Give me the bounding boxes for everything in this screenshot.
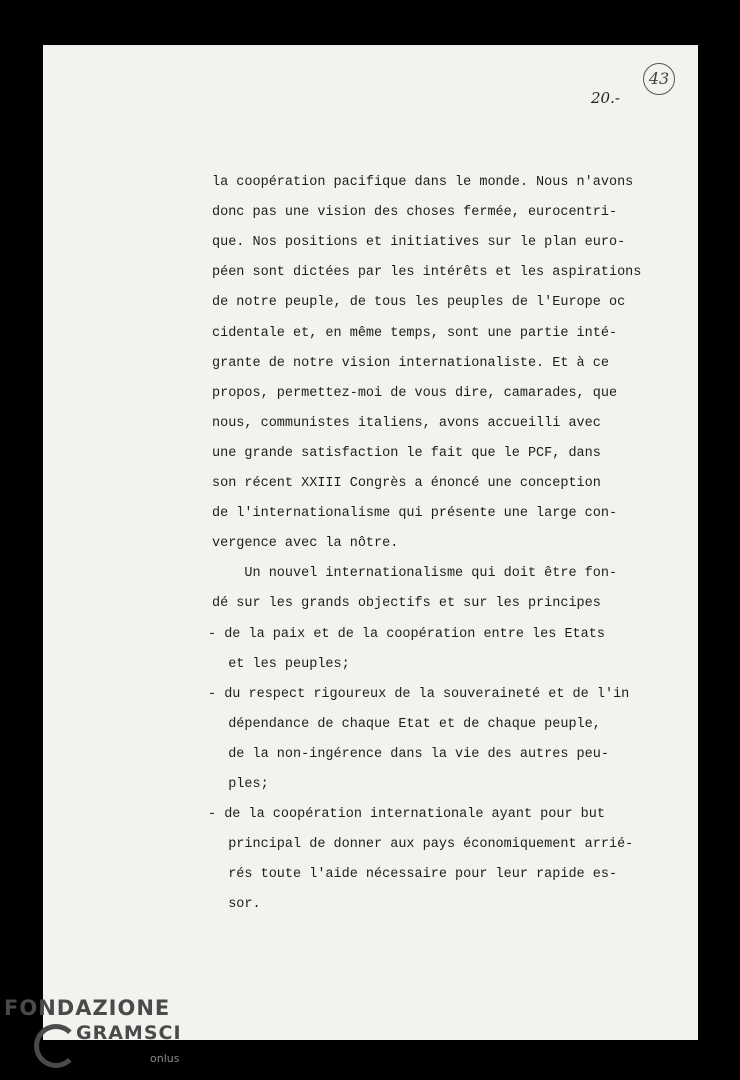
folio-number-circled: 43 xyxy=(643,63,675,95)
text-line: de la non-ingérence dans la vie des autres peu- xyxy=(212,746,609,762)
logo-text-gramsci: GRAMSCI xyxy=(76,1022,182,1044)
text-line: nous, communistes italiens, avons accueilli avec xyxy=(212,415,601,431)
logo-g-mark-icon xyxy=(34,1024,78,1068)
text-line: une grande satisfaction le fait que le PCF, dans xyxy=(212,445,601,461)
text-line: rés toute l'aide nécessaire pour leur rapide es- xyxy=(212,867,618,883)
text-line: péen sont dictées par les intérêts et les aspirations xyxy=(212,265,642,281)
text-line: et les peuples; xyxy=(212,656,350,672)
text-line: la coopération pacifique dans le monde. Nous n'avons xyxy=(212,175,634,190)
page-number: 20.- xyxy=(591,89,620,107)
document-page xyxy=(43,45,698,1040)
text-line: cidentale et, en même temps, sont une partie inté- xyxy=(212,325,618,341)
text-line: propos, permettez-moi de vous dire, camarades, que xyxy=(212,385,618,401)
text-line: - du respect rigoureux de la souveraineté et de l'in xyxy=(208,686,630,702)
text-line: dépendance de chaque Etat et de chaque peuple, xyxy=(212,716,601,732)
text-line: - de la paix et de la coopération entre les Etats xyxy=(208,626,605,642)
text-line: de l'internationalisme qui présente une large con- xyxy=(212,506,618,522)
text-line: Un nouvel internationalisme qui doit être fon- xyxy=(212,566,618,582)
text-line: vergence avec la nôtre. xyxy=(212,536,399,552)
text-line: - de la coopération internationale ayant pour but xyxy=(208,807,605,823)
text-line: dé sur les grands objectifs et sur les principes xyxy=(212,596,601,612)
text-line: sor. xyxy=(212,897,261,913)
text-line: grante de notre vision internationaliste. Et à ce xyxy=(212,355,609,371)
text-line: que. Nos positions et initiatives sur le plan euro- xyxy=(212,235,626,251)
text-line: donc pas une vision des choses fermée, eurocentri- xyxy=(212,205,618,221)
text-line: son récent XXIII Congrès a énoncé une conception xyxy=(212,476,601,491)
text-line: de notre peuple, de tous les peuples de l'Europe oc xyxy=(212,295,626,311)
text-line: principal de donner aux pays économiquement arrié- xyxy=(212,837,634,853)
logo-text-onlus: onlus xyxy=(150,1052,180,1065)
text-line: ples; xyxy=(212,777,269,792)
logo-text-fondazione: FONDAZIONE xyxy=(4,996,171,1020)
